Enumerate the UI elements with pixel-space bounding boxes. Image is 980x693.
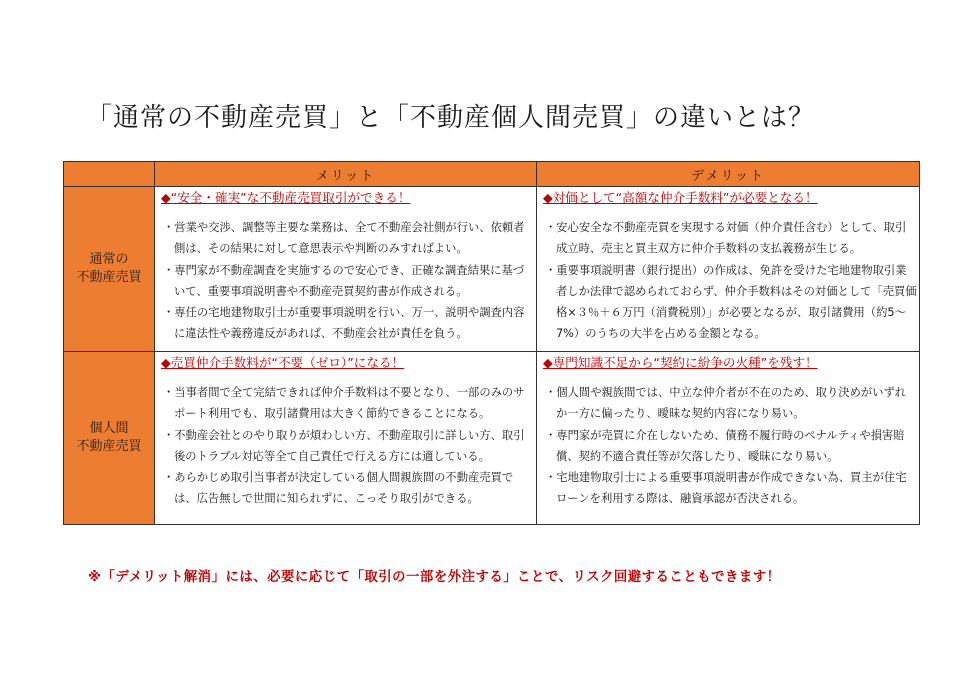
demerit-heading: ◆専門知識不足から“契約に紛争の火種”を残す！ xyxy=(543,355,818,370)
demerit-cell xyxy=(537,187,920,352)
comparison-table xyxy=(63,161,920,525)
merit-heading: ◆“安全・確実”な不動産売買取引ができる！ xyxy=(161,190,411,205)
demerit-heading: ◆対価として“高額な仲介手数料”が必要となる！ xyxy=(543,190,818,205)
page-title: 「通常の不動産売買」と「不動産個人間売買」の違いとは？ xyxy=(86,103,816,133)
list-item: ・営業や交渉、調整等主要な業務は、全て不動産会社側が行い、依頼者側は、その結果に対して意思表示や判断のみすればよい。 xyxy=(163,221,525,256)
row-label-line: 通常の xyxy=(89,252,129,267)
merit-heading: ◆売買仲介手数料が“不要（ゼロ）”になる！ xyxy=(161,355,405,370)
row-label-line: 個人間 xyxy=(89,421,129,436)
row-label-line: 不動産売買 xyxy=(76,270,142,285)
list-item: ・当事者間で全て完結できれば仲介手数料は不要となり、一部のみのサポート利用でも、取引諸費用は大きく節約できることになる。 xyxy=(163,386,525,421)
list-item: ・専門家が不動産調査を実施するので安心でき、正確な調査結果に基づいて、重要事項説明書や不動産売買契約書が作成される。 xyxy=(163,263,525,298)
header-merit: メリット xyxy=(155,162,537,187)
footnote: ※「デメリット解消」には、必要に応じて「取引の一部を外注する」ことで、リスク回避することもできます！ xyxy=(88,570,781,585)
list-item: ・専任の宅地建物取引士が重要事項説明を行い、万一、説明や調査内容に違法性や義務違反があれば、不動産会社が責任を負う。 xyxy=(163,306,525,341)
list-item: ・不動産会社とのやり取りが煩わしい方、不動産取引に詳しい方、取引後のトラブル対応等全て自己責任で行える方には適している。 xyxy=(163,428,525,463)
table-row xyxy=(64,352,920,525)
list-item: ・あらかじめ取引当事者が決定している個人間親族間の不動産売買では、広告無しで世間に知られずに、こっそり取引ができる。 xyxy=(163,471,514,506)
merit-cell xyxy=(155,187,537,352)
row-label-line: 不動産売買 xyxy=(76,439,142,454)
header-corner xyxy=(64,162,155,187)
table-row xyxy=(64,187,920,352)
header-demerit: デメリット xyxy=(537,162,920,187)
table-header-row xyxy=(64,162,920,187)
demerit-cell xyxy=(537,352,920,525)
list-item: ・安心安全な不動産売買を実現する対価（仲介責任含む）として、取引成立時、売主と買主双方に仲介手数料の支払義務が生じる。 xyxy=(545,221,907,256)
list-item: ・宅地建物取引士による重要事項説明書が作成できない為、買主が住宅ローンを利用する際は、融資承認が否決される。 xyxy=(545,471,907,506)
list-item: ・個人間や親族間では、中立な仲介者が不在のため、取り決めがいずれか一方に偏ったり、曖昧な契約内容になり易い。 xyxy=(545,386,907,421)
merit-cell xyxy=(155,352,537,525)
row-label-normal xyxy=(64,187,155,352)
list-item: ・専門家が売買に介在しないため、債務不履行時のペナルティや損害賠償、契約不適合責任等が欠落したり、曖昧になり易い。 xyxy=(545,428,905,463)
list-item: ・重要事項説明書（銀行提出）の作成は、免許を受けた宅地建物取引業者しか法律で認められておらず、仲介手数料はその対価として「売買価格×３％＋６万円（消費税別）」が必要となるが、取引諸費用（約5～7%）のうちの大半を占める金額となる。 xyxy=(545,263,917,341)
row-label-private xyxy=(64,352,155,525)
